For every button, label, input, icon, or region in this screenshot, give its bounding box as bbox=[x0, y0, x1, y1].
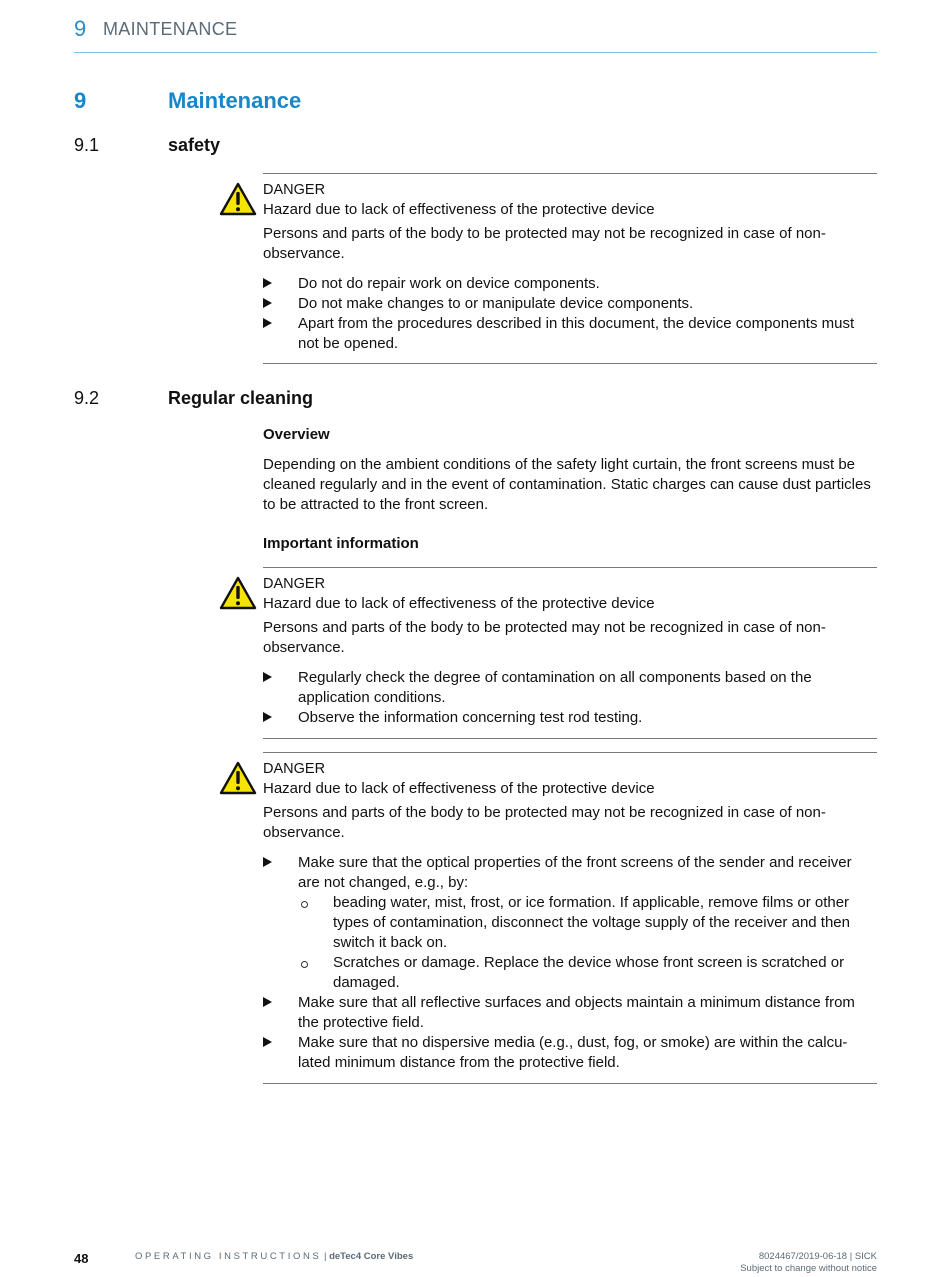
warning-triangle-icon bbox=[219, 182, 257, 216]
danger-body: Persons and parts of the body to be protected may not be recognized in case of non-observance. bbox=[263, 804, 826, 841]
bullet-arrow-icon bbox=[263, 672, 272, 682]
danger-body: Persons and parts of the body to be protected may not be recognized in case of non-observance. bbox=[263, 225, 826, 262]
sub-list-item: Scratches or damage. Replace the device whose front screen is scratched or damaged. bbox=[298, 953, 871, 993]
list-item: Make sure that all reflective surfaces and objects maintain a minimum distance from the protective field. bbox=[263, 993, 877, 1033]
footer-doc-ref: 8024467/2019-06-18 | SICK bbox=[758, 1251, 877, 1262]
sub-list-item: beading water, mist, frost, or ice formation. If applicable, remove films or other types of contamination, disconnect the voltage supply of the receiver and then switch it back on. bbox=[298, 893, 871, 953]
section-9-1-title: safety bbox=[168, 135, 221, 155]
bullet-arrow-icon bbox=[263, 318, 272, 328]
danger-label: DANGER bbox=[263, 761, 326, 777]
danger-box-optical-properties bbox=[263, 752, 877, 1084]
important-information-heading: Important information bbox=[263, 535, 419, 552]
chapter-title: Maintenance bbox=[168, 88, 302, 113]
overview-paragraph: Depending on the ambient conditions of the safety light curtain, the front screens must be cleaned regularly and in the event of contamination. Static charges can cause dust particles to be attracted to the front screen. bbox=[263, 456, 871, 513]
instruction-list bbox=[263, 853, 877, 1073]
section-9-2-title: Regular cleaning bbox=[168, 388, 314, 408]
bullet-arrow-icon bbox=[263, 298, 272, 308]
list-item: Observe the information concerning test rod testing. bbox=[263, 708, 877, 728]
danger-label: DANGER bbox=[263, 182, 326, 198]
list-item: Do not make changes to or manipulate device components. bbox=[263, 294, 877, 314]
danger-box-safety bbox=[263, 173, 877, 364]
danger-hazard: Hazard due to lack of effectiveness of the protective device bbox=[263, 595, 655, 612]
bullet-arrow-icon bbox=[263, 712, 272, 722]
bullet-arrow-icon bbox=[263, 278, 272, 288]
instruction-list bbox=[263, 274, 877, 354]
danger-body: Persons and parts of the body to be protected may not be recognized in case of non-observance. bbox=[263, 619, 826, 656]
running-header-chapter-number: 9 bbox=[74, 16, 87, 41]
warning-triangle-icon bbox=[219, 761, 257, 795]
footer-document-info bbox=[135, 1251, 413, 1262]
footer-separator: | bbox=[323, 1251, 327, 1262]
circle-bullet-icon bbox=[301, 901, 308, 908]
footer-doc-type: OPERATING INSTRUCTIONS bbox=[135, 1251, 322, 1262]
warning-triangle-icon bbox=[219, 576, 257, 610]
footer-notice: Subject to change without notice bbox=[740, 1263, 877, 1274]
list-item: Make sure that the optical properties of the front screens of the sender and receiver are not changed, e.g., by: beading water, mist, frost, or ice formation. If applicable, remove films or other types of contamination, disconnect the voltage supply of the receiver and then switch it back on. Scratches or damage. Replace the device whose front screen is scratched or damaged. bbox=[263, 853, 877, 993]
footer-reference bbox=[740, 1251, 877, 1275]
overview-heading: Overview bbox=[263, 426, 330, 443]
page-number: 48 bbox=[74, 1251, 89, 1266]
bullet-arrow-icon bbox=[263, 1037, 272, 1047]
footer-product-name: deTec4 Core Vibes bbox=[329, 1251, 414, 1262]
danger-hazard: Hazard due to lack of effectiveness of the protective device bbox=[263, 201, 655, 218]
section-9-1-number: 9.1 bbox=[74, 135, 100, 155]
chapter-number: 9 bbox=[74, 88, 87, 113]
instruction-list bbox=[263, 668, 877, 728]
bullet-arrow-icon bbox=[263, 997, 272, 1007]
list-item: Apart from the procedures described in this document, the device components must not be opened. bbox=[263, 314, 877, 354]
sub-list bbox=[298, 893, 871, 993]
danger-box-contamination bbox=[263, 567, 877, 739]
danger-label: DANGER bbox=[263, 576, 326, 592]
circle-bullet-icon bbox=[301, 961, 308, 968]
section-9-2-number: 9.2 bbox=[74, 388, 100, 408]
running-header-chapter-title: MAINTENANCE bbox=[103, 19, 238, 39]
header-divider bbox=[74, 52, 877, 53]
list-item: Regularly check the degree of contamination on all components based on the application conditions. bbox=[263, 668, 877, 708]
bullet-arrow-icon bbox=[263, 857, 272, 867]
list-item: Make sure that no dispersive media (e.g., dust, fog, or smoke) are within the calcu-lated minimum distance from the protective field. bbox=[263, 1033, 877, 1073]
danger-hazard: Hazard due to lack of effectiveness of the protective device bbox=[263, 780, 655, 797]
list-item: Do not do repair work on device components. bbox=[263, 274, 877, 294]
